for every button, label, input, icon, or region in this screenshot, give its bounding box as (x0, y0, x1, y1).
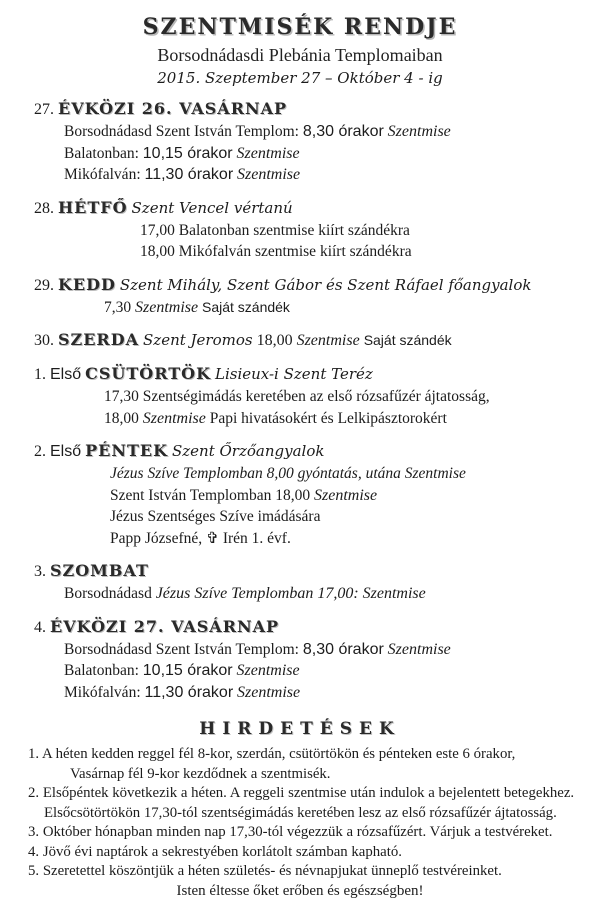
entry-feast: Szent Mihály, Szent Gábor és Szent Ráfael főangyalok (119, 275, 532, 294)
entry-heading (34, 616, 582, 639)
announcement-number: 2. (28, 785, 40, 801)
mass-label: Szentmise (237, 683, 301, 701)
page-title: SZENTMISÉK RENDJE (142, 14, 458, 40)
mass-place: Szent István Templomban 18,00 (110, 486, 311, 504)
entry-day: SZERDA (58, 330, 140, 349)
announcement-text: Jövő évi naptárok a sekrestyében korlátolt számban kapható. (42, 843, 402, 860)
entry-tuesday (18, 274, 582, 319)
entry-heading (34, 98, 582, 121)
mass-line (64, 143, 582, 165)
mass-time: 11,30 órakor (144, 683, 234, 701)
entry-number: 1. (34, 366, 46, 383)
announcement-continuation: Elsőcsötörtökön 17,30-tól szentségimádás keretében lesz az első rózsafűzér ájtatosság. (44, 804, 557, 821)
entry-number: 3. (34, 563, 46, 580)
entry-wednesday (18, 329, 582, 352)
announcement-text: Elsőpéntek következik a héten. A reggeli szentmise után indulok a bejelentett betegekhez. (42, 785, 575, 801)
date-range: 2015. Szeptember 27 – Október 4 - ig (157, 69, 443, 87)
mass-label: Szentmise (237, 166, 301, 183)
entry-day: ÉVKÖZI 27. VASÁRNAP (50, 616, 280, 636)
mass-line: 18,00 Mikófalván szentmise kiírt szándékra (140, 243, 412, 260)
entry-number: 28. (34, 199, 54, 217)
mass-time: 11,30 órakor (144, 166, 234, 183)
mass-line: Jézus Szentséges Szíve imádására (110, 508, 321, 525)
mass-time: 7,30 (104, 298, 132, 316)
mass-intention: Saját szándék (201, 298, 290, 315)
announcement-number: 3. (28, 824, 40, 840)
mass-label: Szentmise (313, 486, 378, 504)
mass-detail: Jézus Szíve Templomban 17,00: Szentmise (155, 585, 426, 602)
announcement-item (28, 784, 582, 804)
entry-number: 30. (34, 332, 54, 349)
entry-saturday (18, 560, 582, 605)
entry-prefix: Első (50, 443, 82, 460)
mass-label: Szentmise (236, 662, 300, 679)
entry-day: HÉTFŐ (58, 197, 128, 217)
entry-day: KEDD (58, 274, 116, 294)
entry-heading (34, 440, 582, 463)
mass-line (64, 682, 582, 704)
announcement-number: 4. (28, 843, 40, 860)
entry-heading (34, 560, 582, 583)
mass-line (64, 583, 582, 605)
mass-line: 17,30 Szentségimádás keretében az első rózsafűzér ájtatosság, (104, 388, 490, 405)
mass-line (104, 408, 582, 430)
mass-place: Balatonban: (64, 144, 139, 162)
announcement-continuation: Vasárnap fél 9-kor kezdődnek a szentmisék. (70, 765, 331, 782)
announcement-number: 1. (28, 746, 40, 762)
mass-time: 18,00 (256, 332, 293, 349)
announcements-heading: HIRDETÉSEK (199, 719, 401, 739)
entry-number: 2. (34, 443, 46, 460)
mass-place: Mikófalván: (64, 166, 141, 183)
entry-day: PÉNTEK (85, 441, 168, 460)
mass-place: Mikófalván: (64, 683, 141, 701)
announcement-text: A héten kedden reggel fél 8-kor, szerdán, csütörtökön és pénteken este 6 órakor, (42, 746, 516, 762)
entry-heading (34, 274, 582, 297)
announcement-text: Szeretettel köszöntjük a héten születés- és névnapjukat ünneplő testvéreinket. (42, 863, 502, 879)
mass-place: Borsodnádasd (64, 585, 152, 602)
mass-label: Szentmise (387, 640, 451, 658)
entry-prefix: Első (50, 366, 82, 383)
entry-feast: Szent Jeromos (143, 331, 253, 349)
mass-time: 10,15 órakor (142, 662, 233, 679)
mass-time: 8,30 órakor (302, 123, 384, 140)
entry-feast: Szent Vencel vértanú (131, 198, 293, 217)
mass-intention: Saját szándék (363, 332, 452, 348)
mass-place: Balatonban: (64, 662, 139, 679)
entry-feast: Szent Őrzőangyalok (171, 442, 325, 460)
mass-time: 10,15 órakor (142, 144, 233, 162)
announcement-item (28, 745, 582, 765)
mass-intention: Papi hivatásokért és Lelkipásztorokért (209, 409, 447, 427)
mass-line (64, 121, 582, 143)
entry-sunday-27 (18, 616, 582, 704)
entry-number: 4. (34, 618, 46, 636)
entry-first-thursday (18, 363, 582, 429)
mass-line (104, 297, 582, 319)
entry-heading (34, 197, 582, 220)
announcement-item (28, 823, 582, 843)
entry-day: SZOMBAT (50, 561, 149, 580)
entry-feast: Lisieux-i Szent Teréz (214, 365, 373, 383)
entry-sunday-26 (18, 98, 582, 186)
mass-label: Szentmise (142, 409, 206, 427)
mass-place: Borsodnádasd Szent István Templom: (64, 123, 299, 140)
entry-number: 27. (34, 101, 54, 118)
announcements-list (18, 745, 582, 882)
page-subtitle: Borsodnádasdi Plebánia Templomaiban (157, 45, 443, 65)
mass-line (64, 639, 582, 661)
announcement-number: 5. (28, 863, 40, 879)
mass-line (64, 164, 582, 186)
entry-number: 29. (34, 276, 54, 294)
mass-time: 18,00 (104, 409, 139, 427)
mass-label: Szentmise (296, 332, 360, 349)
entry-monday (18, 197, 582, 263)
entry-first-friday (18, 440, 582, 549)
announcement-text: Október hónapban minden nap 17,30-tól végezzük a rózsafűzért. Várjuk a testvéreket. (42, 824, 553, 840)
entry-day: CSÜTÖRTÖK (85, 364, 211, 383)
mass-label: Szentmise (236, 144, 300, 162)
mass-label: Szentmise (387, 123, 451, 140)
mass-line (64, 660, 582, 682)
mass-line: 17,00 Balatonban szentmise kiírt szándékra (140, 221, 410, 239)
mass-line (110, 485, 582, 507)
announcement-item (28, 843, 582, 863)
mass-time: 8,30 órakor (302, 640, 384, 658)
closing-blessing: Isten éltesse őket erőben és egészségben! (176, 882, 424, 899)
announcement-item (28, 862, 582, 882)
entry-heading (34, 363, 582, 386)
mass-label: Szentmise (135, 298, 199, 316)
mass-intention-line: Papp Józsefné, ✞ Irén 1. évf. (110, 529, 291, 547)
entry-heading (34, 329, 582, 352)
entry-day: ÉVKÖZI 26. VASÁRNAP (58, 99, 288, 118)
mass-place: Borsodnádasd Szent István Templom: (64, 640, 299, 658)
mass-line: Jézus Szíve Templomban 8,00 gyóntatás, utána Szentmise (110, 465, 466, 482)
